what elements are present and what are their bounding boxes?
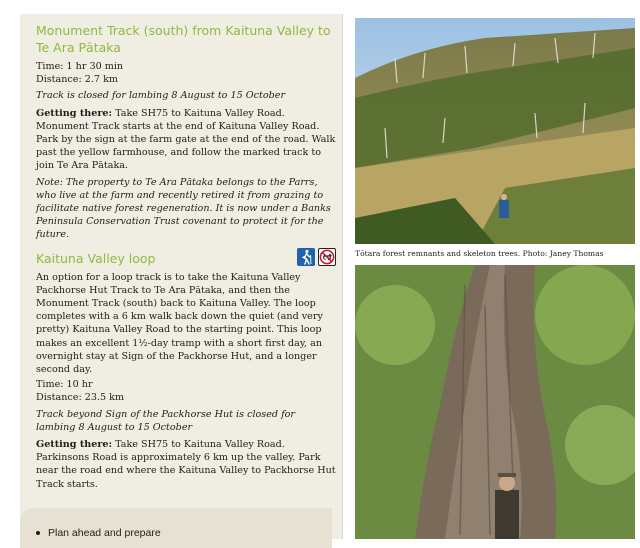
photo-caption: Tōtara forest remnants and skeleton trees. Photo: Janey Thomas [355,249,604,258]
section-kaituna-loop [36,250,336,491]
section-title-kaituna-loop: Kaituna Valley loop [36,250,156,266]
track-distance: Distance: 2.7 km [36,74,118,86]
loop-getting-there-label: Getting there: [36,439,113,451]
loop-description: An option for a loop track is to take the Kaituna Valley Packhorse Hut Track to Te Ara Pātaka, and then the Monument Track (south) back to Kaituna Valley. The loop completes with a 6 km walk back down the quiet (and very pretty) Kaituna Valley Road to the starting point. This loop makes an excellent 1½-day tramp with a short first day, an overnight stay at Sign of the Packhorse Hut, and a longer second day. [36,271,323,376]
getting-there-label: Getting there: [36,107,113,119]
text-column [36,14,336,491]
track-icons [297,248,336,266]
plan-ahead-label: Plan ahead and prepare [48,527,161,539]
closure-notice: Track is closed for lambing 8 August to 15 October [36,90,286,102]
plan-ahead-item [36,527,161,539]
getting-there-text: Take SH75 to Kaituna Valley Road. Monument Track starts at the end of Kaituna Valley Road. Park by the sign at the farm gate at the end of the road. Walk past the yellow farmhouse, and follow the marked track to join Te Ara Pātaka. [36,107,336,172]
loop-getting-there-text: Take SH75 to Kaituna Valley Road. Parkinsons Road is approximately 6 km up the valley. Park near the road end where the Kaituna Valley to Packhorse Hut Track starts. [36,439,336,490]
loop-time: Time: 10 hr [36,379,93,391]
no-dogs-icon [318,248,336,266]
hillside-forest-image [355,18,635,244]
track-time: Time: 1 hr 30 min [36,61,124,72]
bullet-icon [36,531,40,535]
loop-distance: Distance: 23.5 km [36,392,125,404]
property-note: Note: The property to Te Ara Pātaka belongs to the Parrs, who live at the farm and recently retired it from grazing to facilitate native forest regeneration. It is now under a Banks Peninsula Conservation Trust covenant to protect it for the future. [36,176,331,241]
large-tree-image [355,265,635,539]
walking-track-icon [297,248,315,266]
section-title-monument-track: Monument Track (south) from Kaituna Valley to Te Ara Pātaka [36,23,331,55]
loop-closure-notice: Track beyond Sign of the Packhorse Hut is closed for lambing 8 August to 15 October [36,408,296,433]
photo-large-tree [355,265,635,539]
photo-totara-forest [355,18,635,244]
loop-getting-there-paragraph [36,438,336,491]
getting-there-paragraph [36,107,336,173]
